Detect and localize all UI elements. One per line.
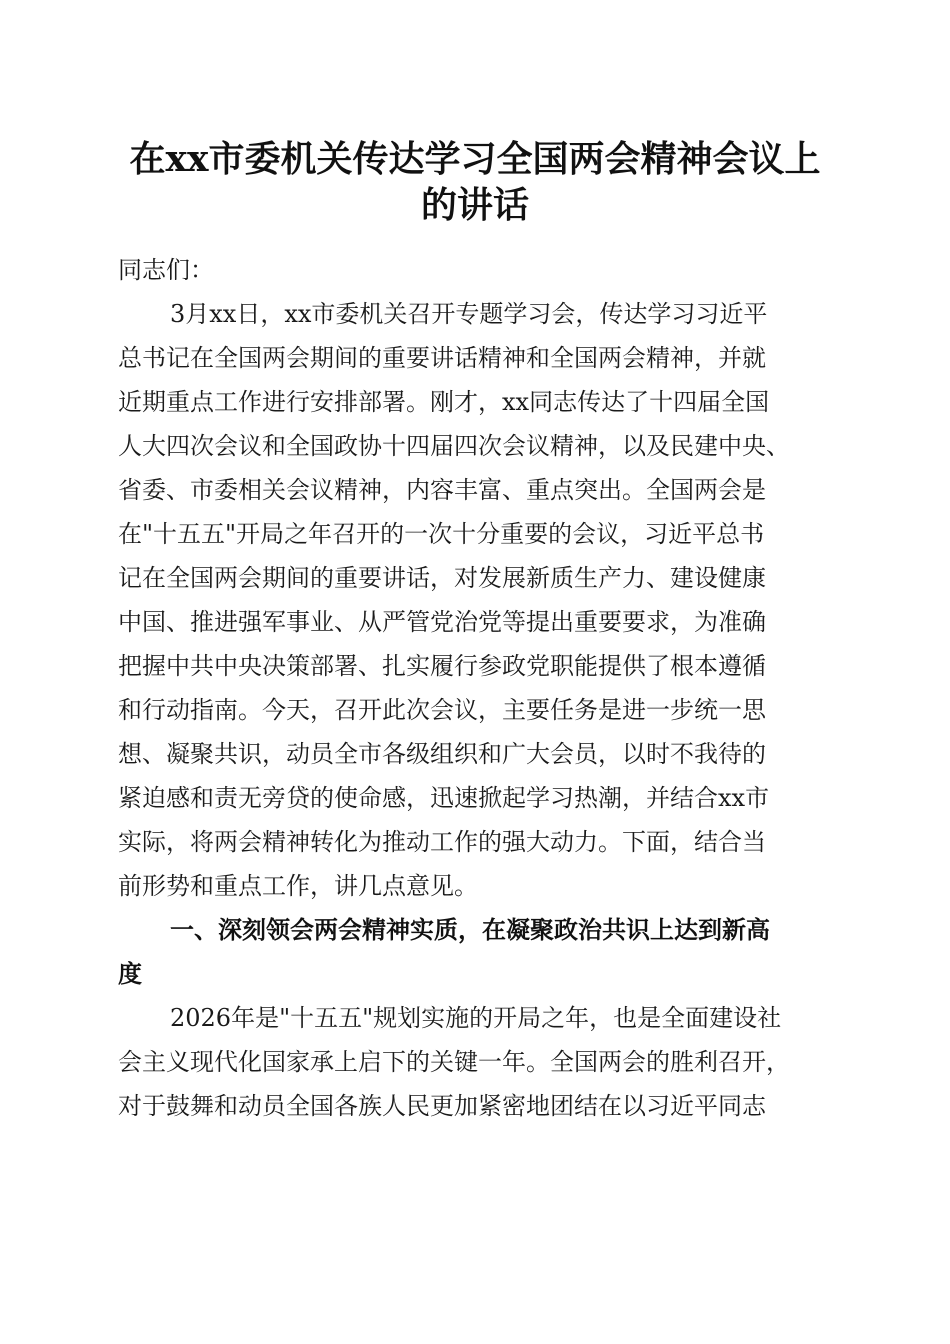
document-body: [118, 248, 832, 1128]
paragraph-1-line: 在"十五五"开局之年召开的一次十分重要的会议，习近平总书: [118, 520, 765, 548]
paragraph-1-line: 省委、市委相关会议精神，内容丰富、重点突出。全国两会是: [118, 476, 766, 504]
paragraph-1-line: 前形势和重点工作，讲几点意见。: [118, 872, 478, 900]
paragraph-1-line: 记在全国两会期间的重要讲话，对发展新质生产力、建设健康: [118, 564, 766, 592]
paragraph-1-line: 近期重点工作进行安排部署。刚才，xx同志传达了十四届全国: [118, 388, 770, 416]
paragraph-2-line: 2026年是"十五五"规划实施的开局之年，也是全面建设社: [170, 1004, 782, 1032]
paragraph-1-line: 紧迫感和责无旁贷的使命感，迅速掀起学习热潮，并结合xx市: [118, 784, 770, 812]
paragraph-1-line: 中国、推进强军事业、从严管党治党等提出重要要求，为准确: [118, 608, 766, 636]
title-line-1: 在xx市委机关传达学习全国两会精神会议上: [129, 138, 821, 180]
paragraph-1-line: 3月xx日，xx市委机关召开专题学习会，传达学习习近平: [170, 300, 768, 328]
paragraph-2: [118, 996, 832, 1128]
paragraph-1-line: 想、凝聚共识，动员全市各级组织和广大会员，以时不我待的: [118, 740, 766, 768]
paragraph-2-line: 对于鼓舞和动员全国各族人民更加紧密地团结在以习近平同志: [118, 1092, 766, 1120]
salutation: 同志们：: [118, 256, 214, 284]
section-1-heading: [118, 908, 832, 996]
title-line-2: 的讲话: [420, 184, 529, 226]
paragraph-1: [118, 292, 832, 908]
section-1-heading-line: 度: [118, 960, 142, 988]
paragraph-1-line: 把握中共中央决策部署、扎实履行参政党职能提供了根本遵循: [118, 652, 766, 680]
section-1-heading-line: 一、深刻领会两会精神实质，在凝聚政治共识上达到新高: [170, 916, 770, 944]
paragraph-1-line: 实际，将两会精神转化为推动工作的强大动力。下面，结合当: [118, 828, 766, 856]
document-title: [118, 136, 832, 228]
paragraph-1-line: 和行动指南。今天，召开此次会议，主要任务是进一步统一思: [118, 696, 766, 724]
paragraph-2-line: 会主义现代化国家承上启下的关键一年。全国两会的胜利召开，: [118, 1048, 790, 1076]
paragraph-1-line: 人大四次会议和全国政协十四届四次会议精神，以及民建中央、: [118, 432, 790, 460]
paragraph-1-line: 总书记在全国两会期间的重要讲话精神和全国两会精神，并就: [118, 344, 766, 372]
